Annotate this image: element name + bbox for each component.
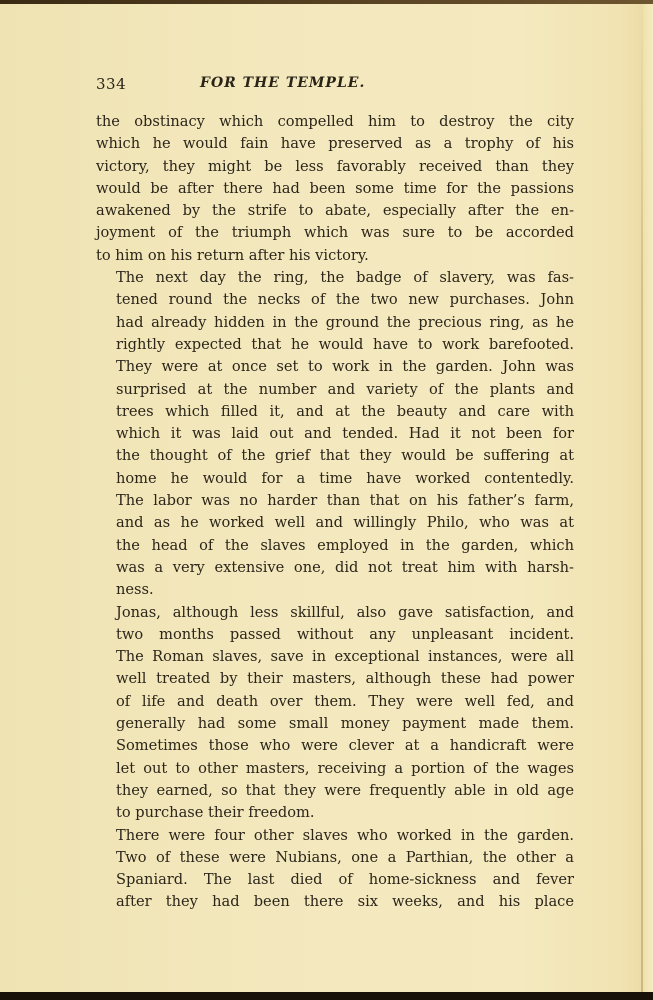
text-line: The next day the ring, the badge of slavery, was fas-	[116, 269, 574, 287]
text-line: had already hidden in the ground the precious ring, as he	[116, 313, 574, 331]
text-line: the head of the slaves employed in the garden, which	[116, 536, 574, 554]
text-line: to purchase their freedom.	[116, 804, 315, 822]
body-text	[96, 111, 574, 914]
page-fold-line	[641, 4, 643, 992]
text-line: of life and death over them. They were well fed, and	[116, 692, 574, 710]
text-line: ness.	[116, 581, 154, 599]
text-line: victory, they might be less favorably received than they	[96, 157, 574, 175]
paragraph	[96, 825, 574, 914]
text-line: rightly expected that he would have to work barefooted.	[116, 335, 574, 353]
text-line: after they had been there six weeks, and his place	[116, 893, 574, 911]
text-line: generally had some small money payment made them.	[116, 715, 574, 733]
text-line: and as he worked well and willingly Philo, who was at	[116, 514, 574, 532]
text-line: would be after there had been some time for the passions	[96, 179, 574, 197]
page-number: 334	[96, 75, 127, 93]
text-line: well treated by their masters, although these had power	[116, 670, 574, 688]
text-line: let out to other masters, receiving a portion of the wages	[116, 759, 574, 777]
text-line: home he would for a time have worked contentedly.	[116, 469, 574, 487]
text-line: trees which filled it, and at the beauty and care with	[116, 402, 574, 420]
text-line: Two of these were Nubians, one a Parthian, the other a	[116, 848, 574, 866]
text-line: surprised at the number and variety of the plants and	[116, 380, 574, 398]
bottom-border	[0, 992, 653, 1000]
text-line: Sometimes those who were clever at a handicraft were	[116, 737, 574, 755]
text-line: awakened by the strife to abate, especially after the en-	[96, 202, 574, 220]
text-line: which it was laid out and tended. Had it not been for	[116, 425, 574, 443]
text-line: The labor was no harder than that on his father’s farm,	[116, 492, 574, 510]
book-page	[0, 4, 653, 994]
text-line: which he would fain have preserved as a trophy of his	[96, 135, 574, 153]
paragraph	[96, 111, 574, 267]
text-line: was a very extensive one, did not treat him with harsh-	[116, 558, 574, 576]
paragraph	[96, 602, 574, 825]
paragraph	[96, 267, 574, 601]
text-line: to him on his return after his victory.	[96, 246, 369, 264]
page-header	[96, 75, 576, 95]
text-line: joyment of the triumph which was sure to be accorded	[96, 224, 574, 242]
text-line: the thought of the grief that they would be suffering at	[116, 447, 574, 465]
text-line: Jonas, although less skillful, also gave satisfaction, and	[116, 603, 574, 621]
text-line: two months passed without any unpleasant incident.	[116, 625, 574, 643]
page-edge	[643, 4, 653, 992]
text-line: the obstinacy which compelled him to destroy the city	[96, 113, 574, 130]
text-line: they earned, so that they were frequently able in old age	[116, 781, 574, 799]
text-line: tened round the necks of the two new purchases. John	[116, 291, 574, 309]
text-line: Spaniard. The last died of home-sickness and fever	[116, 871, 574, 889]
text-line: The Roman slaves, save in exceptional instances, were all	[116, 648, 574, 666]
running-title: FOR THE TEMPLE.	[200, 75, 366, 91]
text-line: There were four other slaves who worked in the garden.	[116, 826, 574, 844]
text-line: They were at once set to work in the garden. John was	[116, 358, 574, 376]
